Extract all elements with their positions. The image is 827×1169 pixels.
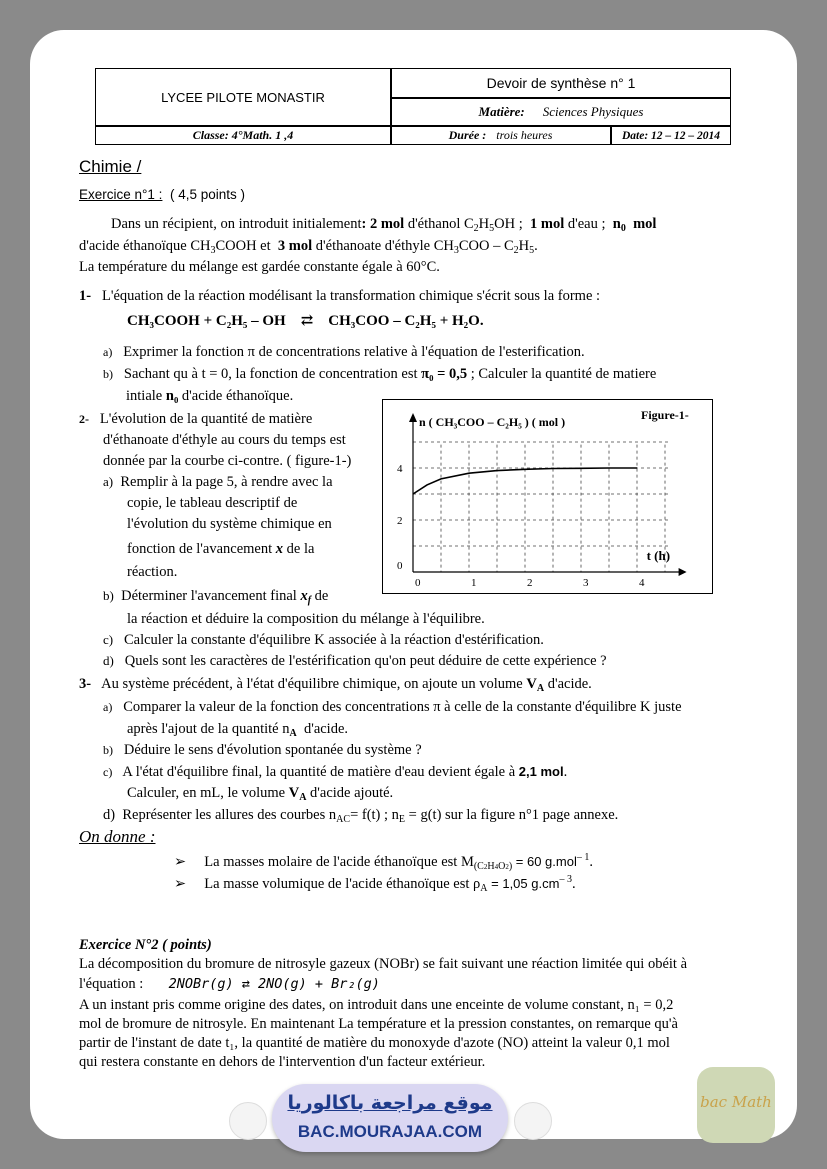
y-axis-arrow-icon [409,413,417,422]
x-axis-label: t (h) [646,548,671,563]
intro-line2: d'acide éthanoïque $CH_3COOH$ et 3 mol d'éthanoate d'éthyle $CH_3COO - C_2H_5$. [79,238,538,256]
figure-1-chart [382,399,713,594]
question-1a: a) Exprimer la fonction π de concentrations relative à l'équation de l'esterification. [103,344,585,360]
devoir-title: Devoir de synthèse n° 1 [486,75,636,91]
left-logo-icon [229,1102,267,1140]
site-url: BAC.MOURAJAA.COM [297,1122,483,1141]
x-tick-label: 1 [471,577,477,589]
reaction-equation: CH₃COOH + C₂H₅ – OH ⇄ CH₃COO – C₂H₅ + H₂O. [127,313,484,329]
question-3a: a) Comparer la valeur de la fonction des concentrations π à celle de la constante d'équilibre K juste [103,699,682,715]
matiere: Matière: Sciences Physiques [478,103,644,119]
question-3c: c) A l'état d'équilibre final, la quantité de matière d'eau devient égale à 2,1 mol. [103,764,568,780]
date: Date: 12 – 12 – 2014 [621,129,721,142]
given-molar-mass: ➢ La masses molaire de l'acide éthanoïque est $M_{(C2H4O2)} = 60$ g.mol$^{- 1}$. [174,852,593,872]
exercise1-heading: Exercice n°1 : ( 4,5 points ) [79,187,245,202]
question-3: 3- Au système précédent, à l'état d'équilibre chimique, on ajoute un volume $V_A$ d'acide. [79,676,592,694]
site-badge[interactable] [272,1084,508,1152]
y-tick-label: 4 [397,463,403,475]
classe: Classe: 4°Math. 1 ,4 [192,128,294,142]
x-tick-label: 2 [527,577,533,589]
y-axis-label: n ( CH₃COO – C₂H₅ ) ( mol ) [419,415,566,429]
question-1: 1- L'équation de la réaction modélisant la transformation chimique s'écrit sous la forme : [79,288,601,304]
ex2-line1: La décomposition du bromure de nitrosyle gazeux (NOBr) se fait suivant une réaction limitée qui obéit à [79,956,688,972]
school-name: LYCEE PILOTE MONASTIR [161,89,325,105]
duree: Durée : trois heures [448,128,553,142]
question-2d: d) Quels sont les caractères de l'estérification qu'on peut déduire de cette expérience ? [103,653,607,669]
site-arabic-name: موقع مراجعة باكالوريا [287,1092,493,1114]
exercise2-title: Exercice N°2 ( points) [79,937,212,953]
given-density: ➢ La masse volumique de l'acide éthanoïque est $\rho_A = 1,05$ $g.cm^{- 3}$. [174,874,576,894]
question-1b-cont: intiale n₀ d'acide éthanoïque. [126,388,294,404]
chart-svg [383,400,711,592]
question-2-l2: d'éthanoate d'éthyle au cours du temps est [103,432,346,448]
question-2a-l2: copie, le tableau descriptif de [127,495,298,511]
ex2-line4: mol de bromure de nitrosyle. En maintenant La température et la pression constantes, on remarque qu'à [79,1016,678,1032]
right-logo-icon [514,1102,552,1140]
question-1b: b) Sachant qu à t = 0, la fonction de concentration est π₀ = 0,5 ; Calculer la quantité de matiere [103,366,657,382]
on-donne-heading: On donne : [79,827,156,846]
question-2: 2- L'évolution de la quantité de matière [79,411,313,427]
ex2-line3: A un instant pris comme origine des dates, on introduit dans une enceinte de volume constant, n₁ = 0,2 [79,997,674,1013]
x-tick-label: 4 [639,577,645,589]
x-tick-label: 3 [583,577,589,589]
ex2-line5: partir de l'instant de date t₁, la quantité de matière du monoxyde d'azote (NO) atteint la valeur 0,1 mol [79,1035,670,1051]
x-tick-label: 0 [415,577,421,589]
ex2-line2: l'équation : 2NOBr(g) ⇄ 2NO(g) + Br₂(g) [79,976,380,992]
question-2a: a) Remplir à la page 5, à rendre avec la [103,474,333,490]
ex2-line6: qui restera constante en dehors de l'intervention d'un facteur extérieur. [79,1054,486,1070]
question-2c: c) Calculer la constante d'équilibre K associée à la réaction d'estérification. [103,632,544,648]
x-axis-arrow-icon [679,568,687,576]
question-2b: b) Déterminer l'avancement final $x_f$ de [103,588,329,606]
question-3a-l2: après l'ajout de la quantité $n_A$ d'acide. [127,721,349,739]
intro-line3: La température du mélange est gardée constante égale à 60°C. [79,259,440,275]
question-3c-l2: Calculer, en mL, le volume $V_A$ d'acide ajouté. [127,785,394,803]
bac-math-logo: bac Math [697,1067,775,1143]
intro-line1: Dans un récipient, on introduit initialement: 2 mol d'éthanol $C_2H_5OH$ ; 1 mol d'eau ; $n_0$ mol [111,216,657,234]
question-2b-l2: la réaction et déduire la composition du mélange à l'équilibre. [127,611,485,627]
chart-title: Figure-1- [641,408,689,422]
header-table [95,68,731,145]
question-2-l3: donnée par la courbe ci-contre. ( figure-1-) [103,453,352,469]
question-2a-l5: réaction. [127,564,178,580]
chimie-title: Chimie / [79,157,142,176]
question-3d: d) Représenter les allures des courbes $n_{AC}= f(t)$ ; $n_E = g(t)$ sur la figure n°1 page annexe. [103,807,619,825]
question-3b: b) Déduire le sens d'évolution spontanée du système ? [103,742,422,758]
y-tick-label: 0 [397,560,403,572]
question-2a-l4: fonction de l'avancement x de la [127,541,315,557]
question-2a-l3: l'évolution du système chimique en [127,516,332,532]
y-tick-label: 2 [397,515,403,527]
